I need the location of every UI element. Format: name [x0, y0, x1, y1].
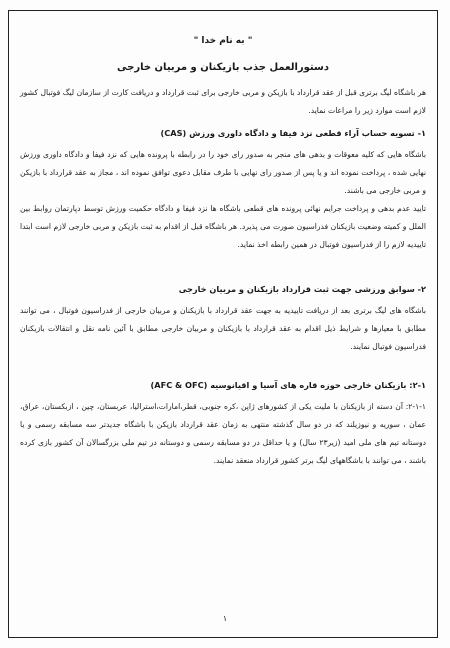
section-2-1-heading: ۲-۱: بازیکنان خارجی حوزه قاره های آسیا و اقیانوسیه (AFC & OFC): [150, 380, 426, 390]
document-title: دستورالعمل جذب بازیکنان و مربیان خارجی: [117, 62, 329, 73]
section-1-paragraph-2: تایید عدم بدهی و پرداخت جرایم نهائی پرونده های قطعی باشگاه ها نزد فیفا و دادگاه حکمیت ورزش توسط دپارتمان روابط بین الملل و کمیته وضعیت بازیکنان فدراسیون صورت می پذیرد. هر باشگاه قبل از اقدام به ثبت بازیکن و مربی خارجی لازم است ابتدا تاییدیه لازم را از فدراسیون فوتبال در همین رابطه اخذ نماید.: [20, 204, 426, 249]
section-2-heading: ۲- سوابق ورزشی جهت ثبت قرارداد بازیکنان و مربیان خارجی: [178, 284, 426, 294]
section-1-heading: ۱- تسویه حساب آراء قطعی نزد فیفا و دادگاه داوری ورزش (CAS): [160, 128, 426, 138]
document-body: [20, 36, 426, 470]
section-2-paragraph-1: باشگاه های لیگ برتری بعد از دریافت تاییدیه به جهت عقد قرارداد با بازیکنان و مربیان خارجی از فدراسیون فوتبال ، می توانند مطابق با معیارها و شرایط ذیل اقدام به عقد قرارداد با بازیکنان و مربیان خارجی مطابق با آئین نامه نقل و انتقالات بازیکنان فدراسیون فوتبال نمایند.: [20, 306, 426, 351]
section-1-paragraph-1: باشگاه هایی که کلیه معوقات و بدهی های منجر به صدور رای خود را در رابطه با پرونده هایی که نزد فیفا و دادگاه داوری ورزش نهایی شده ، پرداخت نموده اند و یا پس از صدور رای نهایی با طرف مقابل دعوی توافق نموده اند ، مجاز به عقد قرارداد با بازیکن و مربی خارجی می باشند.: [20, 150, 426, 195]
intro-paragraph: هر باشگاه لیگ برتری قبل از عقد قرارداد با بازیکن و مربی خارجی برای ثبت قرارداد و دریافت کارت از سازمان لیگ فوتبال کشور لازم است موارد زیر را مراعات نماید.: [20, 88, 426, 115]
basmala-heading: " به نام خدا ": [193, 36, 253, 46]
section-2-1-paragraph-1: ۲-۱-۱: آن دسته از بازیکنان با ملیت یکی از کشورهای ژاپن ،کره جنوبی، قطر،امارات،استرالیا، عربستان، چین ، ازبکستان، عراق، عمان ، سوریه و نیوزیلند که در دو سال گذشته منتهی به زمان عقد قرارداد بازیکن با باشگاه جدیدتر سه مسابقه رسمی و یا دوستانه تیم های ملی امید (زیر۲۳ سال) و یا حداقل در دو مسابقه رسمی و دوستانه در تیم ملی بزرگسالان آن کشور بازی کرده باشند ، می توانند با باشگاههای لیگ برتر کشور قرارداد منعقد نمایند.: [20, 402, 427, 465]
page-number: ۱: [222, 614, 228, 623]
